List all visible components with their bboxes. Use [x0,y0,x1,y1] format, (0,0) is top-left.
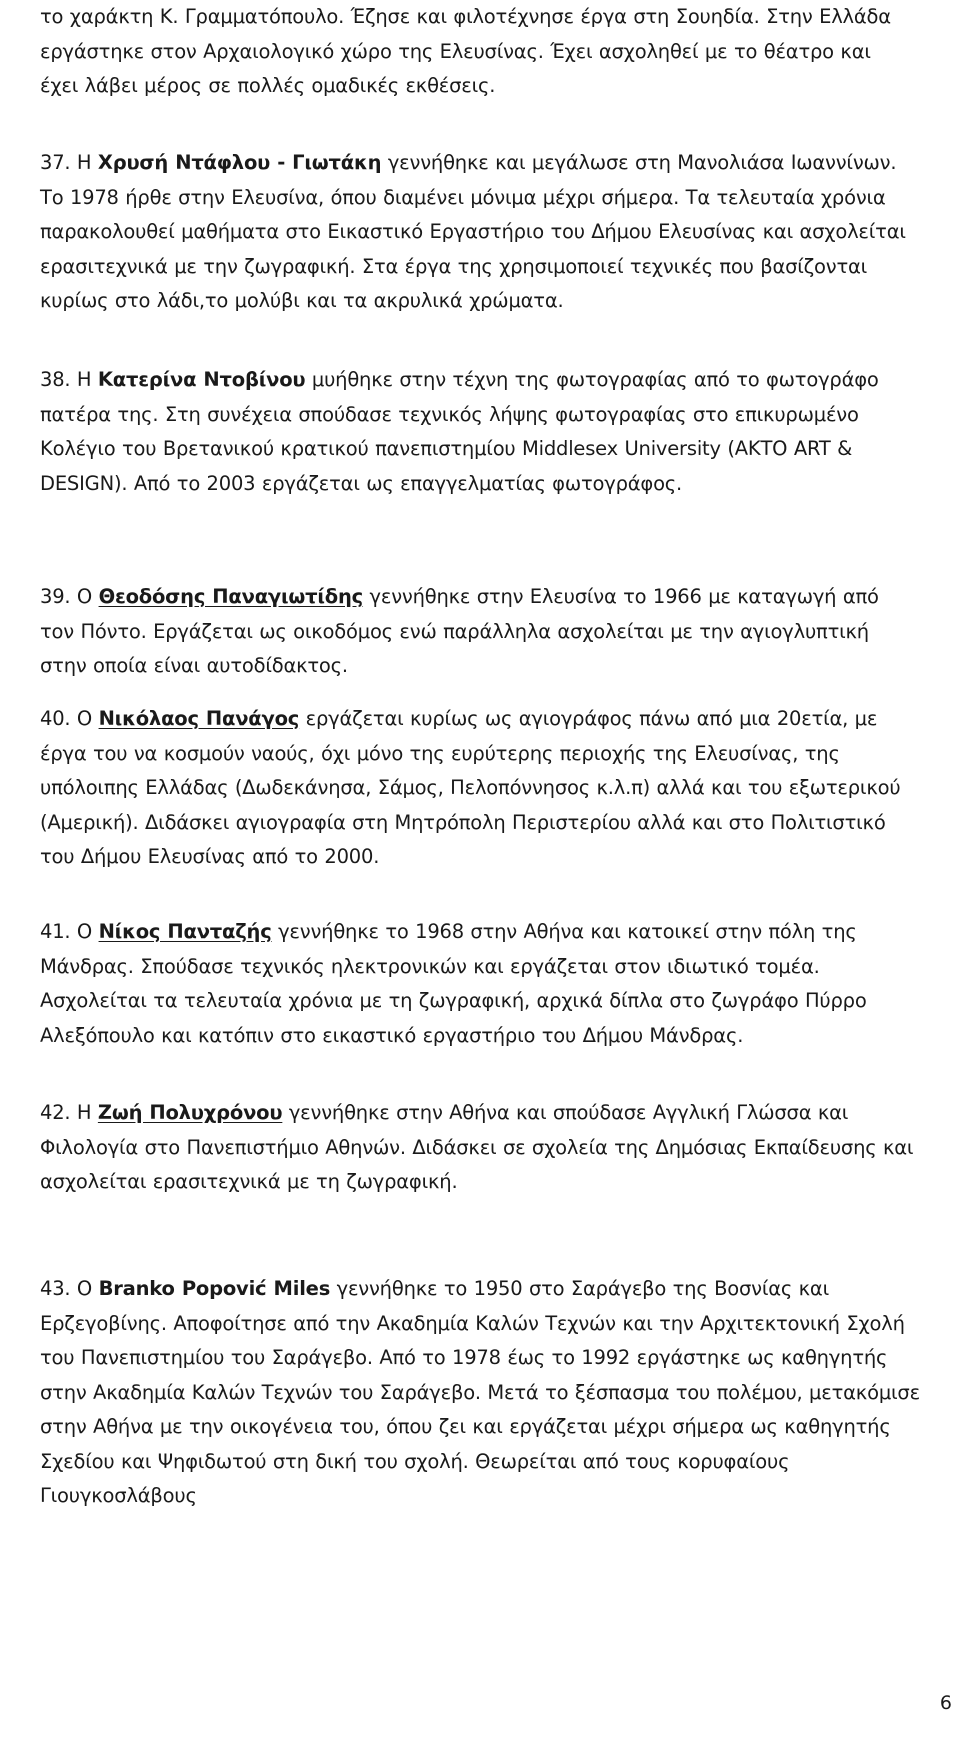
paragraph-text: το χαράκτη Κ. Γραμματόπουλο. Έζησε και φιλοτέχνησε έργα στη Σουηδία. Στην Ελλάδα εργάστηκε στον Αρχαιολογικό χώρο της Ελευσίνας. Έχει ασχοληθεί με το θέατρο και έχει λάβει μέρος σε πολλές ομαδικές εκθέσεις. [40,5,891,97]
artist-name: Branko Popović Miles [98,1277,331,1300]
paragraph-text: γεννήθηκε το 1950 στο Σαράγεβο της Βοσνίας και Ερζεγοβίνης. Αποφοίτησε από την Ακαδημία Καλών Τεχνών και την Αρχιτεκτονική Σχολή του Πανεπιστημίου του Σαράγεβο. Από το 1978 έως το 1992 εργάστηκε ως καθηγητής στην Ακαδημία Καλών Τεχνών του Σαράγεβο. Μετά το ξέσπασμα του πολέμου, μετακόμισε στην Αθήνα με την οικογένεια του, όπου ζει και εργάζεται μέχρι σήμερα ως καθηγητής Σχεδίου και Ψηφιδωτού στη δική του σχολή. Θεωρείται από τους κορυφαίους Γιουγκοσλάβους [40,1277,920,1507]
artist-name: Χρυσή Ντάφλου - Γιωτάκη [97,151,382,174]
artist-name: Νίκος Πανταζής [98,920,272,943]
paragraph-entry-37 [40,146,908,319]
entry-number: 39. Ο [40,585,99,608]
paragraph-entry-40 [40,702,920,875]
artist-name: Θεοδόσης Παναγιωτίδης [98,585,364,608]
paragraph-entry-43 [40,1272,920,1514]
paragraph-text: μυήθηκε στην τέχνη της φωτογραφίας από το φωτογράφο πατέρα της. Στη συνέχεια σπούδασε τεχνικός λήψης φωτογραφίας στο επικυρωμένο Κολέγιο του Βρετανικού κρατικού πανεπιστημίου Middlesex University (ΑΚΤΟ ART & DESIGN). Από το 2003 εργάζεται ως επαγγελματίας φωτογράφος. [40,368,879,495]
entry-number: 40. Ο [40,707,99,730]
paragraph-text: γεννήθηκε στην Αθήνα και σπούδασε Αγγλική Γλώσσα και Φιλολογία στο Πανεπιστήμιο Αθηνών. Διδάσκει σε σχολεία της Δημόσιας Εκπαίδευσης και ασχολείται ερασιτεχνικά με τη ζωγραφική. [40,1101,914,1193]
paragraph-text: εργάζεται κυρίως ως αγιογράφος πάνω από μια 20ετία, με έργα του να κοσμούν ναούς, όχι μόνο της ευρύτερης περιοχής της Ελευσίνας, της υπόλοιπης Ελλάδας (Δωδεκάνησα, Σάμος, Πελοπόννησος κ.λ.π) αλλά και του εξωτερικού (Αμερική). Διδάσκει αγιογραφία στη Μητρόπολη Περιστερίου αλλά και στο Πολιτιστικό του Δήμου Ελευσίνας από το 2000. [40,707,901,868]
entry-number: 38. Η [40,368,98,391]
paragraph-text: γεννήθηκε το 1968 στην Αθήνα και κατοικεί στην πόλη της Μάνδρας. Σπούδασε τεχνικός ηλεκτρονικών και εργάζεται στον ιδιωτικό τομέα. Ασχολείται τα τελευταία χρόνια με τη ζωγραφική, αρχικά δίπλα στο ζωγράφο Πύρρο Αλεξόπουλο και κατόπιν στο εικαστικό εργαστήριο του Δήμου Μάνδρας. [40,920,867,1047]
entry-number: 41. Ο [40,920,99,943]
artist-name: Ζωή Πολυχρόνου [97,1101,283,1124]
entry-number: 43. Ο [40,1277,99,1300]
artist-name: Νικόλαος Πανάγος [98,707,300,730]
entry-number: 42. Η [40,1101,98,1124]
paragraph-entry-39 [40,580,908,684]
entry-number: 37. Η [40,151,98,174]
paragraph-entry-42 [40,1096,920,1200]
paragraph-text: γεννήθηκε στην Ελευσίνα το 1966 με καταγωγή από τον Πόντο. Εργάζεται ως οικοδόμος ενώ παράλληλα ασχολείται με την αγιογλυπτική στην οποία είναι αυτοδίδακτος. [40,585,879,677]
paragraph-intro-continuation [40,0,900,104]
paragraph-entry-38 [40,363,910,501]
paragraph-entry-41 [40,915,900,1053]
paragraph-text: γεννήθηκε και μεγάλωσε στη Μανολιάσα Ιωαννίνων. Το 1978 ήρθε στην Ελευσίνα, όπου διαμένει μόνιμα μέχρι σήμερα. Τα τελευταία χρόνια παρακολουθεί μαθήματα στο Εικαστικό Εργαστήριο του Δήμου Ελευσίνας και ασχολείται ερασιτεχνικά με την ζωγραφική. Στα έργα της χρησιμοποιεί τεχνικές που βασίζονται κυρίως στο λάδι,το μολύβι και τα ακρυλικά χρώματα. [40,151,906,312]
page-number: 6 [939,1692,952,1714]
artist-name: Κατερίνα Ντοβίνου [97,368,306,391]
